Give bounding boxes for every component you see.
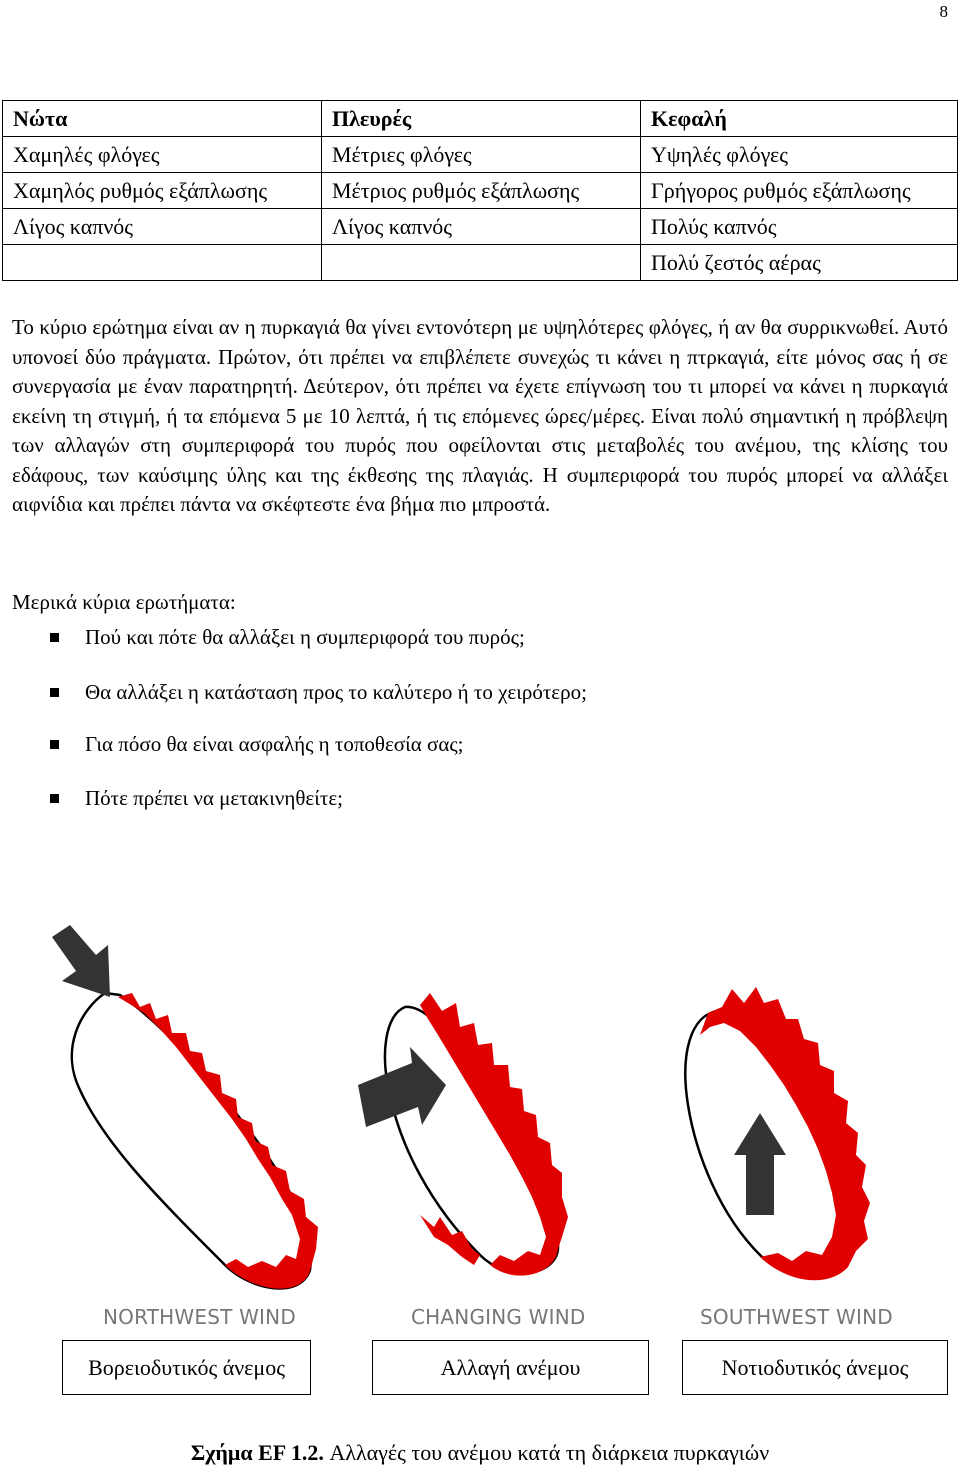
greek-label: Αλλαγή ανέμου bbox=[440, 1354, 581, 1380]
list-item bbox=[50, 677, 587, 707]
wind-change-figure bbox=[0, 915, 960, 1335]
list-item bbox=[50, 729, 464, 759]
question-text: Για πόσο θα είναι ασφαλής η τοποθεσία σας; bbox=[85, 731, 464, 756]
table-cell: Μέτριες φλόγες bbox=[322, 137, 641, 173]
table-cell: Μέτριος ρυθμός εξάπλωσης bbox=[322, 173, 641, 209]
figure-caption-text: Αλλαγές του ανέμου κατά τη διάρκεια πυρκαγιών bbox=[329, 1440, 770, 1465]
square-bullet-icon bbox=[50, 740, 59, 749]
table-row bbox=[3, 245, 958, 281]
question-text: Θα αλλάξει η κατάσταση προς το καλύτερο ή το χειρότερο; bbox=[85, 679, 587, 704]
square-bullet-icon bbox=[50, 633, 59, 642]
table-header-row bbox=[3, 101, 958, 137]
northwest-fire-shape bbox=[72, 993, 318, 1289]
table-row bbox=[3, 209, 958, 245]
table-row bbox=[3, 173, 958, 209]
body-paragraph: Το κύριο ερώτημα είναι αν η πυρκαγιά θα γίνει εντονότερη με υψηλότερες φλόγες, ή αν θα συρρικνωθεί. Αυτό υπονοεί δύο πράγματα. Πρώτον, ότι πρέπει να επιβλέπετε συνεχώς τι κάνει η πτρκαγιά, είτε μόνος σας ή σε συνεργασία με έναν παρατηρητή. Δεύτερον, ότι πρέπει να έχετε επίγνωση του τι μπορεί να κάνει η πυρκαγιά εκείνη τη στιγμή, ή τα επόμενα 5 με 10 λεπτά, ή τις επόμενες ώρες/μέρες. Είναι πολύ σημαντική η πρόβλεψη των αλλαγών στη συμπεριφορά του πυρός που οφείλονται στις μεταβολές του ανέμου, της κλίσης του εδάφους, των καύσιμης ύλης και της έκθεσης της πλαγιάς. Η συμπεριφορά του πυρός μπορεί να αλλάξει αιφνίδια και πρέπει πάντα να σκέφτεστε ένα βήμα πιο μπροστά. bbox=[12, 315, 948, 516]
table-row bbox=[3, 137, 958, 173]
list-item bbox=[50, 622, 525, 652]
table-cell: Λίγος καπνός bbox=[322, 209, 641, 245]
question-text: Πού και πότε θα αλλάξει η συμπεριφορά του πυρός; bbox=[85, 624, 525, 649]
table-cell: Υψηλές φλόγες bbox=[641, 137, 958, 173]
fire-characteristics-table bbox=[2, 100, 958, 281]
table-cell: Γρήγορος ρυθμός εξάπλωσης bbox=[641, 173, 958, 209]
greek-label: Βορειοδυτικός άνεμος bbox=[88, 1354, 285, 1380]
wind-label-southwest: SOUTHWEST WIND bbox=[700, 1305, 893, 1329]
square-bullet-icon bbox=[50, 688, 59, 697]
figure-caption bbox=[0, 1440, 960, 1466]
table-cell: Χαμηλός ρυθμός εξάπλωσης bbox=[3, 173, 322, 209]
list-item bbox=[50, 783, 343, 813]
question-text: Πότε πρέπει να μετακινηθείτε; bbox=[85, 785, 343, 810]
table-cell: Πολύς καπνός bbox=[641, 209, 958, 245]
square-bullet-icon bbox=[50, 794, 59, 803]
wind-arrow-icon bbox=[52, 925, 110, 997]
table-cell: Πολύ ζεστός αέρας bbox=[641, 245, 958, 281]
questions-title: Μερικά κύρια ερωτήματα: bbox=[12, 590, 236, 614]
table-cell: Λίγος καπνός bbox=[3, 209, 322, 245]
table-header: Πλευρές bbox=[322, 101, 641, 137]
greek-label: Νοτιοδυτικός άνεμος bbox=[721, 1354, 909, 1380]
greek-label-box bbox=[682, 1340, 948, 1395]
page-number: 8 bbox=[939, 2, 948, 21]
wind-label-northwest: NORTHWEST WIND bbox=[103, 1305, 296, 1329]
table-header: Νώτα bbox=[3, 101, 322, 137]
table-cell: Χαμηλές φλόγες bbox=[3, 137, 322, 173]
table-cell bbox=[3, 245, 322, 281]
table-header: Κεφαλή bbox=[641, 101, 958, 137]
greek-label-box bbox=[372, 1340, 649, 1395]
table-cell bbox=[322, 245, 641, 281]
changing-fire-shape bbox=[385, 993, 568, 1276]
greek-label-box bbox=[62, 1340, 311, 1395]
figure-caption-number: Σχήμα EF 1.2. bbox=[190, 1440, 324, 1465]
wind-label-changing: CHANGING WIND bbox=[411, 1305, 586, 1329]
southwest-fire-shape bbox=[685, 987, 870, 1280]
